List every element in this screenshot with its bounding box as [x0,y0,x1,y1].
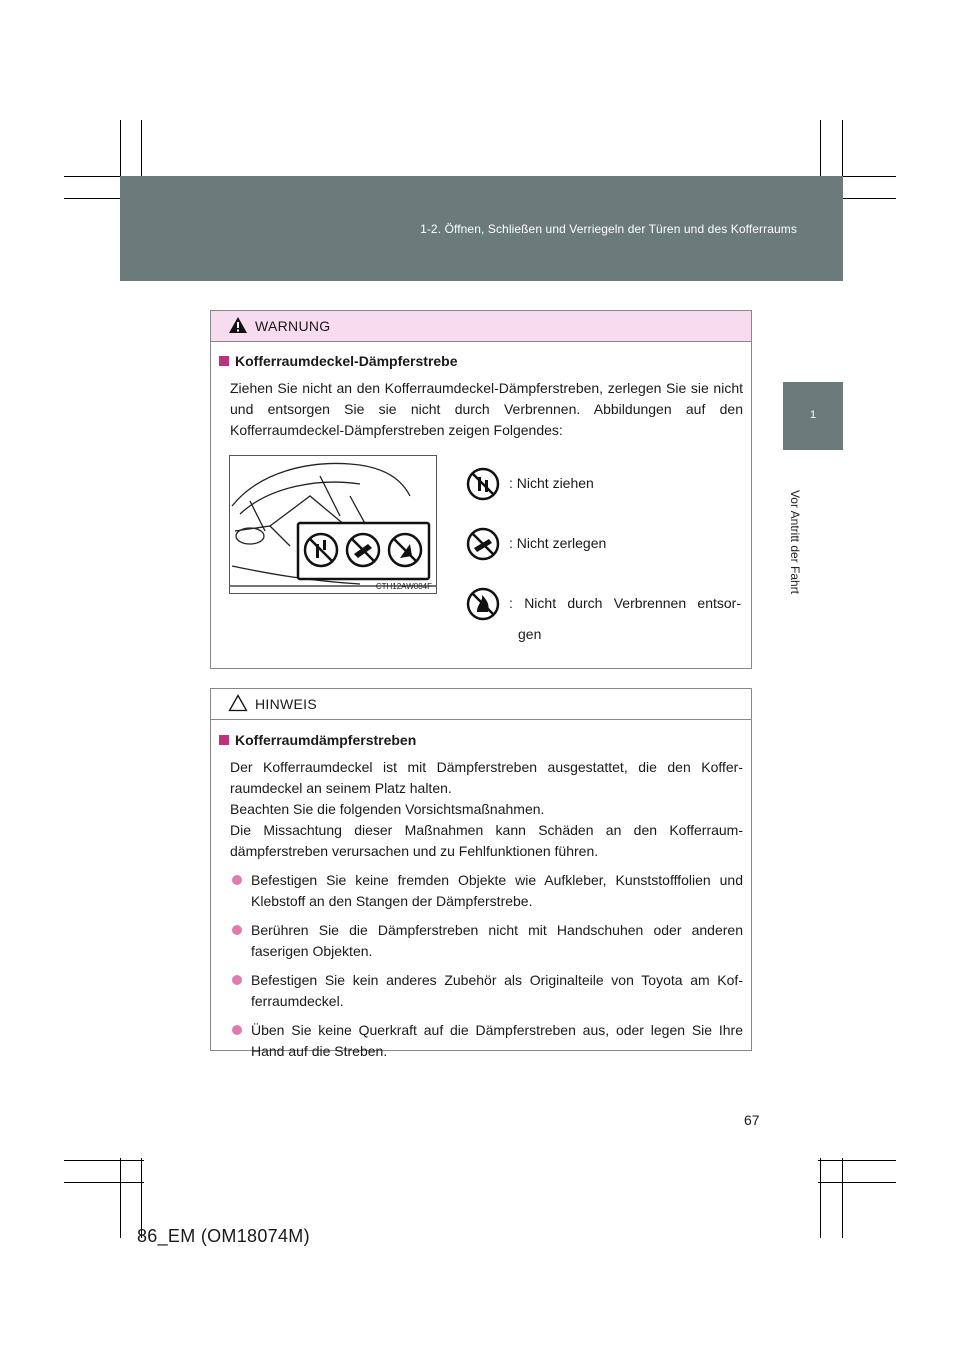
chapter-label-container [780,470,810,610]
symbol-label-continued: gen [518,626,542,642]
bullet-dot-icon [232,1025,242,1035]
symbol-row [465,526,755,562]
symbol-label: : Nicht zerlegen [509,535,607,551]
crop-mark [820,1158,821,1238]
notice-box [210,688,752,1059]
page-number: 67 [744,1112,760,1128]
document-code: 86_EM (OM18074M) [137,1226,310,1246]
square-bullet-icon [219,356,229,366]
bullet-dot-icon [232,875,242,885]
notice-text: Der Kofferraumdeckel ist mit Dämpferstreben ausgestattet, die den Koffer-raumdeckel an seinem Platz halten. [230,759,743,796]
illustration-code: CTH12AW084F [375,582,432,591]
notice-body [219,730,743,1062]
bullet-text: Befestigen Sie kein anderes Zubehör als Originalteile von Toyota am Kof-ferraumdeckel. [251,972,743,1009]
bullet-item [219,920,743,962]
trunk-strut-drawing [230,456,436,593]
bullet-dot-icon [232,975,242,985]
warning-header [211,311,751,342]
bullet-text: Berühren Sie die Dämpferstreben nicht mit Handschuhen oder anderen faserigen Objekten. [251,922,743,959]
symbol-label: : Nicht ziehen [509,475,594,491]
crop-mark [120,1158,121,1238]
warning-body [219,351,743,441]
crop-mark [64,1182,144,1183]
notice-text: Die Missachtung dieser Maßnahmen kann Schäden an den Kofferraum-dämpferstreben verursachen und zu Fehlfunktionen führen. [230,822,743,859]
square-bullet-icon [219,735,229,745]
crop-mark [818,1160,896,1161]
crop-mark [64,1160,144,1161]
notice-title: HINWEIS [255,696,317,712]
symbol-row [465,466,755,502]
warning-text: Ziehen Sie nicht an den Kofferraumdeckel-Dämpferstreben, zerlegen Sie sie nicht und entsorgen Sie sie nicht durch Verbrennen. Abbildungen auf den Kofferraumdeckel-Dämpferstreben zeigen Folgendes: [230,380,743,438]
crop-mark [818,1182,896,1183]
warning-heading-text: Kofferraumdeckel-Dämpferstrebe [235,353,458,369]
section-header [120,176,843,281]
bullet-item [219,870,743,912]
notice-heading-text: Kofferraumdämpferstreben [235,732,417,748]
bullet-text: Befestigen Sie keine fremden Objekte wie Aufkleber, Kunststofffolien und Klebstoff an den Stangen der Dämpferstrebe. [251,872,743,909]
crop-mark [842,1158,843,1238]
chapter-tab [783,382,843,450]
chapter-number: 1 [809,409,817,421]
warning-triangle-icon [228,316,248,334]
chapter-label: Vor Antritt der Fahrt [788,489,802,595]
warning-heading [219,351,743,372]
strut-illustration [229,455,437,594]
notice-heading [219,730,743,751]
bullet-item [219,970,743,1012]
no-burn-icon [465,586,501,622]
notice-header [211,689,751,720]
bullet-text: Üben Sie keine Querkraft auf die Dämpferstreben aus, oder legen Sie Ihre Hand auf die Streben. [251,1022,743,1059]
no-disassemble-icon [465,526,501,562]
symbol-row [465,586,755,622]
caution-triangle-icon [228,694,248,712]
symbol-label: : Nicht durch Verbrennen entsor- [509,595,741,611]
no-pull-icon [465,466,501,502]
bullet-dot-icon [232,925,242,935]
section-title: 1-2. Öffnen, Schließen und Verriegeln der Türen und des Kofferraums [420,222,797,236]
bullet-item [219,1020,743,1062]
notice-text: Beachten Sie die folgenden Vorsichtsmaßnahmen. [230,801,545,817]
warning-title: WARNUNG [255,318,331,334]
